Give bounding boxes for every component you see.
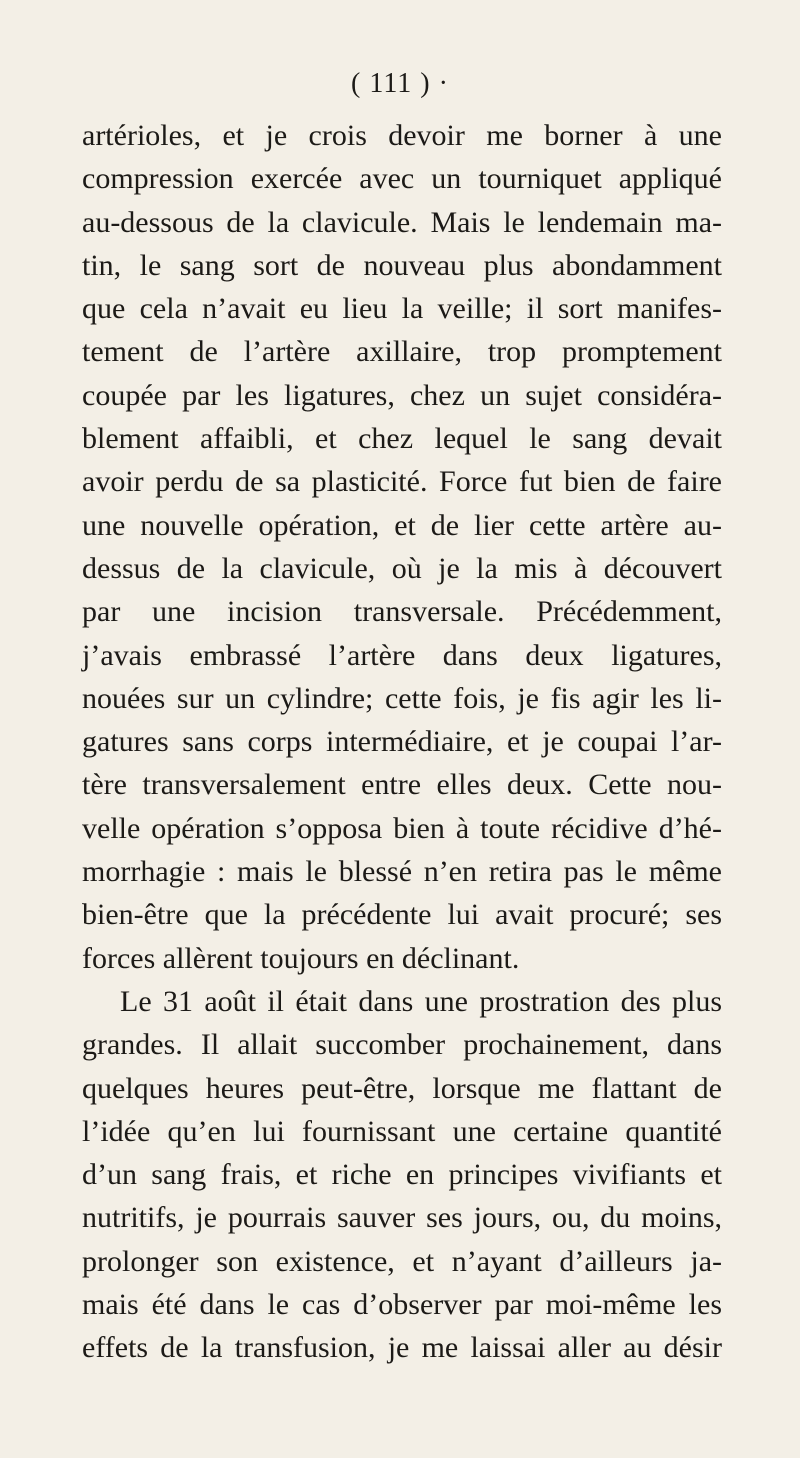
text-line: d’un sang frais, et riche en principes vivifiants et xyxy=(82,1158,722,1192)
body-text xyxy=(82,114,722,1370)
text-line: une nouvelle opération, et de lier cette artère au- xyxy=(82,508,722,542)
text-line: compression exercée avec un tourniquet appliqué xyxy=(82,162,722,196)
text-line: nouées sur un cylindre; cette fois, je fis agir les li- xyxy=(82,681,722,715)
text-line: tement de l’artère axillaire, trop promptement xyxy=(82,335,722,369)
text-line: coupée par les ligatures, chez un sujet considéra- xyxy=(82,378,722,412)
text-line: tère transversalement entre elles deux. Cette nou- xyxy=(82,768,722,802)
text-line: que cela n’avait eu lieu la veille; il sort manifes- xyxy=(82,292,722,326)
text-line: velle opération s’opposa bien à toute récidive d’hé- xyxy=(82,811,722,845)
text-line: quelques heures peut-être, lorsque me flattant de xyxy=(82,1071,722,1105)
text-line: prolonger son existence, et n’ayant d’ailleurs ja- xyxy=(82,1244,722,1278)
text-line: bien-être que la précédente lui avait procuré; ses xyxy=(82,898,722,932)
text-line: au-dessous de la clavicule. Mais le lendemain ma- xyxy=(82,205,722,239)
text-line: blement affaibli, et chez lequel le sang devait xyxy=(82,422,722,456)
text-line: dessus de la clavicule, où je la mis à découvert xyxy=(82,551,722,585)
text-line: artérioles, et je crois devoir me borner à une xyxy=(82,119,722,152)
paragraph-start-line: Le 31 août il était dans une prostration des plus xyxy=(120,984,722,1018)
text-line: effets de la transfusion, je me laissai aller au désir xyxy=(82,1331,722,1365)
paragraph-end-line: forces allèrent toujours en déclinant. xyxy=(82,941,520,975)
text-line: grandes. Il allait succomber prochainement, dans xyxy=(82,1028,722,1062)
text-line: gatures sans corps intermédiaire, et je coupai l’ar- xyxy=(82,725,722,759)
text-line: l’idée qu’en lui fournissant une certaine quantité xyxy=(82,1114,722,1148)
text-line: par une incision transversale. Précédemment, xyxy=(82,595,722,629)
text-line: mais été dans le cas d’observer par moi-même les xyxy=(82,1288,722,1322)
text-line: morrhagie : mais le blessé n’en retira pas le même xyxy=(82,855,722,889)
page-number: ( 111 ) · xyxy=(351,68,449,99)
text-line: nutritifs, je pourrais sauver ses jours, ou, du moins, xyxy=(82,1201,722,1235)
text-line: tin, le sang sort de nouveau plus abondamment xyxy=(82,248,722,282)
text-line: j’avais embrassé l’artère dans deux ligatures, xyxy=(82,638,722,672)
text-line: avoir perdu de sa plasticité. Force fut bien de faire xyxy=(82,465,722,499)
